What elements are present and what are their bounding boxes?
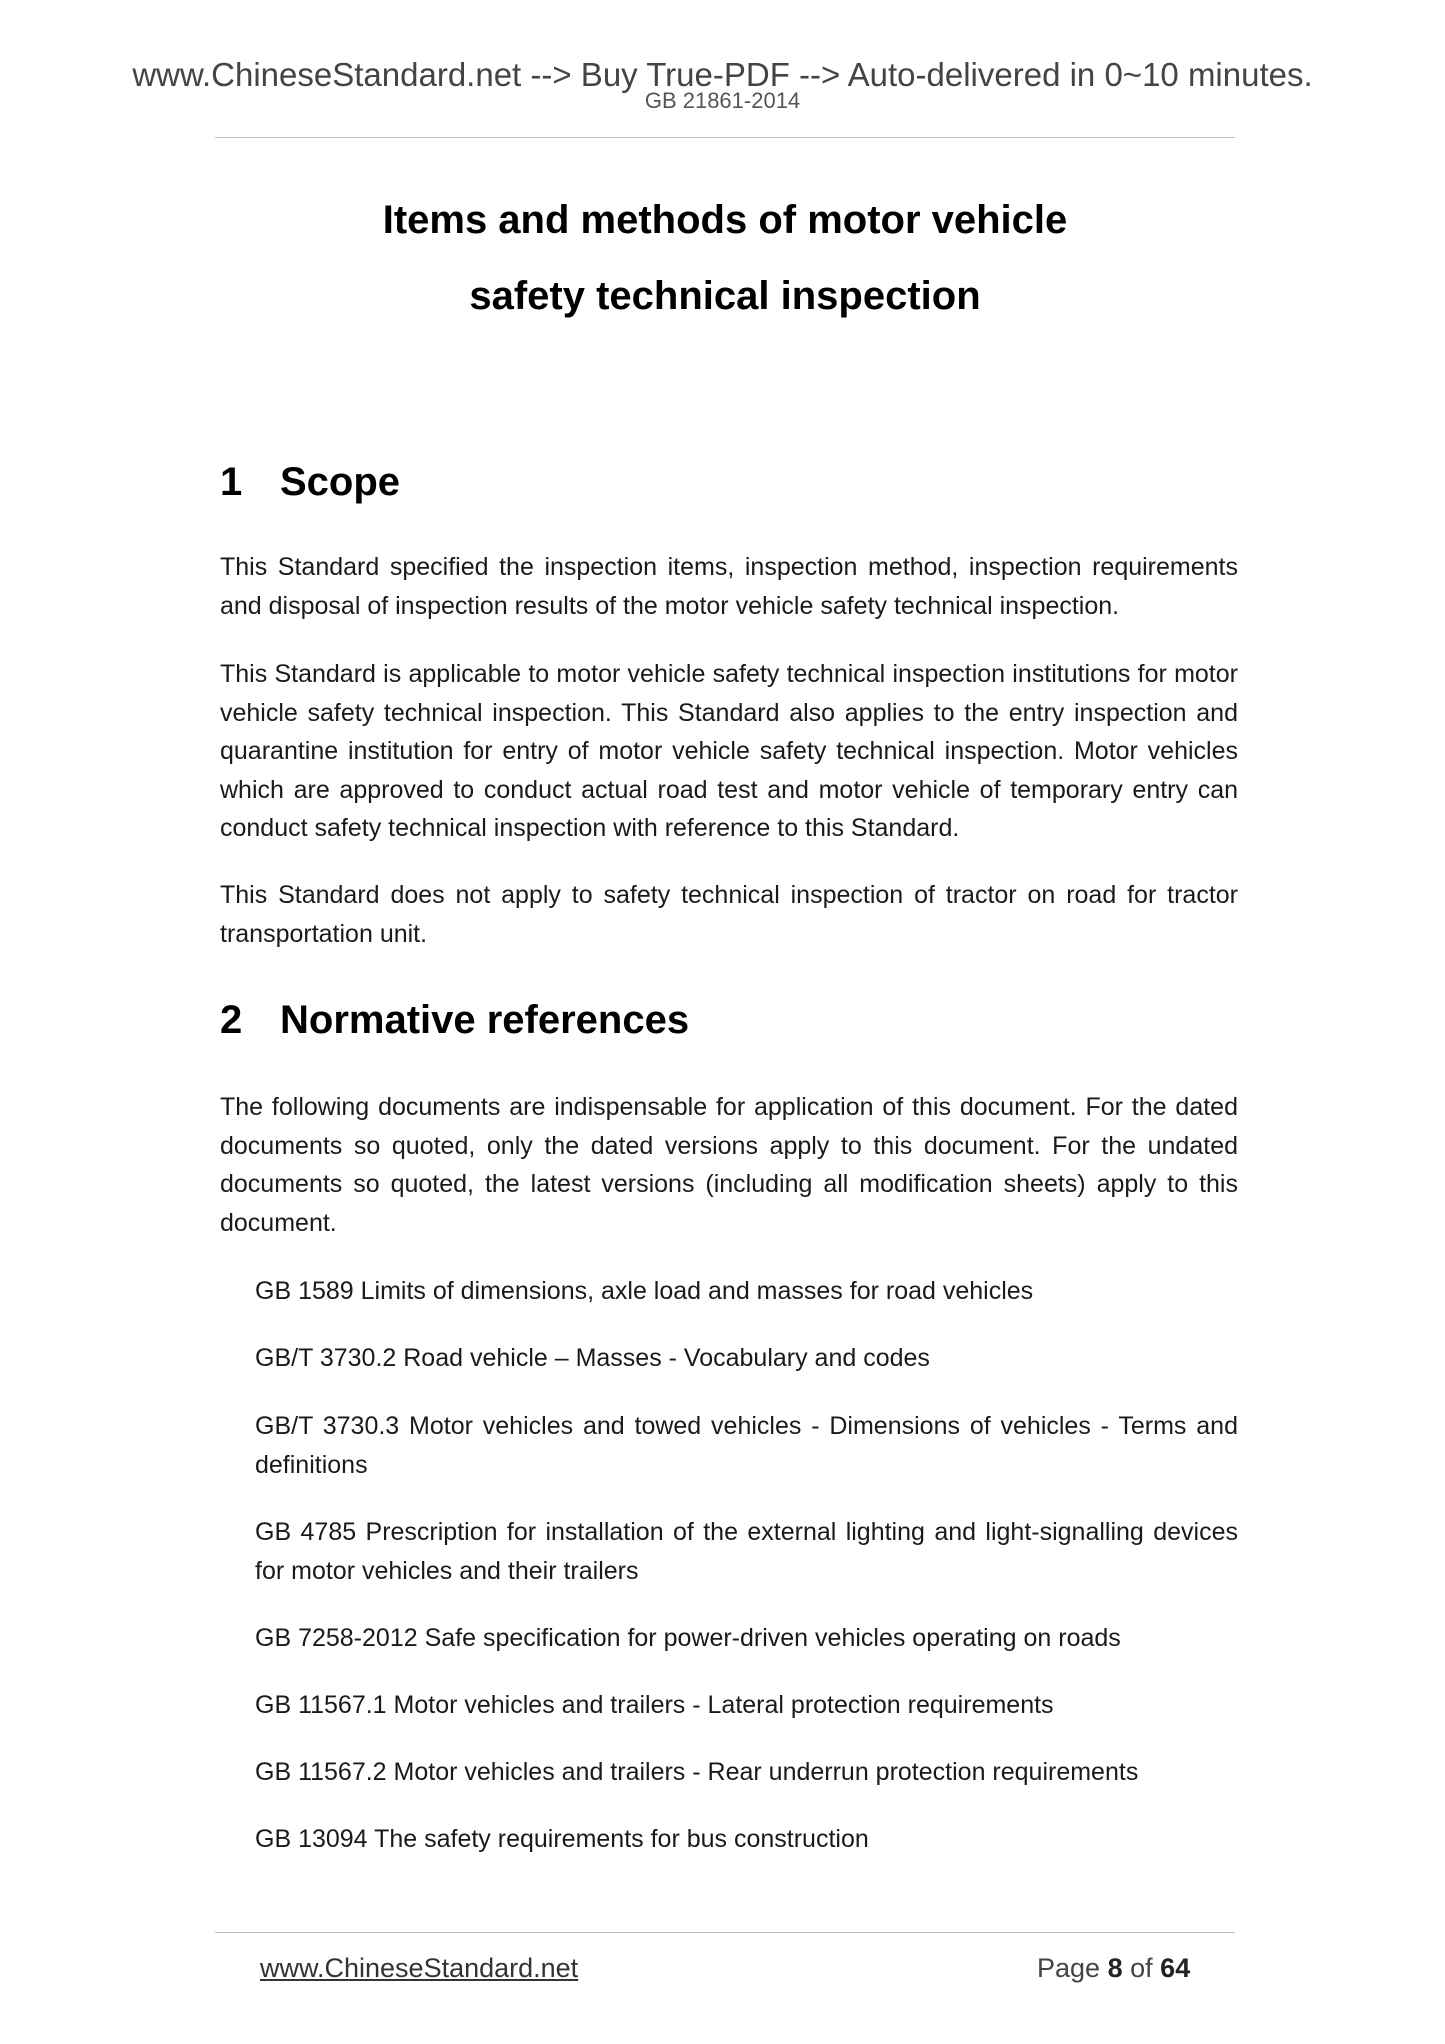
header-divider — [215, 137, 1235, 138]
section-2-heading — [220, 1000, 689, 1040]
page-total: 64 — [1160, 1953, 1191, 1983]
section-title: Normative references — [280, 998, 690, 1042]
section-title: Scope — [280, 460, 401, 504]
section-number: 1 — [220, 460, 243, 504]
reference-item: GB/T 3730.3 Motor vehicles and towed vehicles - Dimensions of vehicles - Terms and definitions — [255, 1412, 1238, 1479]
paragraph: This Standard does not apply to safety technical inspection of tractor on road for tractor transportation unit. — [220, 881, 1238, 948]
page-indicator — [1037, 1953, 1190, 1984]
doc-title-line-1: Items and methods of motor vehicle — [382, 198, 1068, 242]
section-number: 2 — [220, 998, 243, 1042]
footer-divider — [215, 1932, 1235, 1933]
reference-item: GB 4785 Prescription for installation of the external lighting and light-signalling devices for motor vehicles and their trailers — [255, 1518, 1238, 1585]
paragraph: The following documents are indispensable for application of this document. For the dated documents so quoted, only the dated versions apply to this document. For the undated documents so quoted, the latest versions (including all modification sheets) apply to this document. — [220, 1093, 1238, 1237]
page-of: of — [1130, 1953, 1153, 1983]
paragraph: This Standard is applicable to motor vehicle safety technical inspection institutions for motor vehicle safety technical inspection. This Standard also applies to the entry inspection and quarantine institution for entry of motor vehicle safety technical inspection. Motor vehicles which are approved to conduct actual road test and motor vehicle of temporary entry can conduct safety technical inspection with reference to this Standard. — [220, 660, 1238, 842]
section-1-heading — [220, 462, 400, 502]
page-label: Page — [1037, 1953, 1101, 1983]
doc-number: GB 21861-2014 — [644, 88, 801, 113]
footer-site-link[interactable]: www.ChineseStandard.net — [260, 1953, 579, 1983]
reference-item: GB 7258-2012 Safe specification for power-driven vehicles operating on roads — [255, 1624, 1121, 1652]
site-banner: www.ChineseStandard.net --> Buy True-PDF --> Auto-delivered in 0~10 minutes. — [132, 56, 1313, 93]
doc-title-line-2: safety technical inspection — [469, 274, 981, 318]
reference-item: GB 1589 Limits of dimensions, axle load and masses for road vehicles — [255, 1277, 1034, 1305]
paragraph: This Standard specified the inspection items, inspection method, inspection requirements and disposal of inspection results of the motor vehicle safety technical inspection. — [220, 553, 1238, 620]
reference-item: GB 11567.1 Motor vehicles and trailers - Lateral protection requirements — [255, 1691, 1054, 1719]
reference-item: GB 11567.2 Motor vehicles and trailers - Rear underrun protection requirements — [255, 1758, 1139, 1786]
reference-item: GB/T 3730.2 Road vehicle – Masses - Vocabulary and codes — [255, 1344, 930, 1372]
page-current: 8 — [1107, 1953, 1123, 1983]
reference-item: GB 13094 The safety requirements for bus construction — [255, 1825, 869, 1853]
